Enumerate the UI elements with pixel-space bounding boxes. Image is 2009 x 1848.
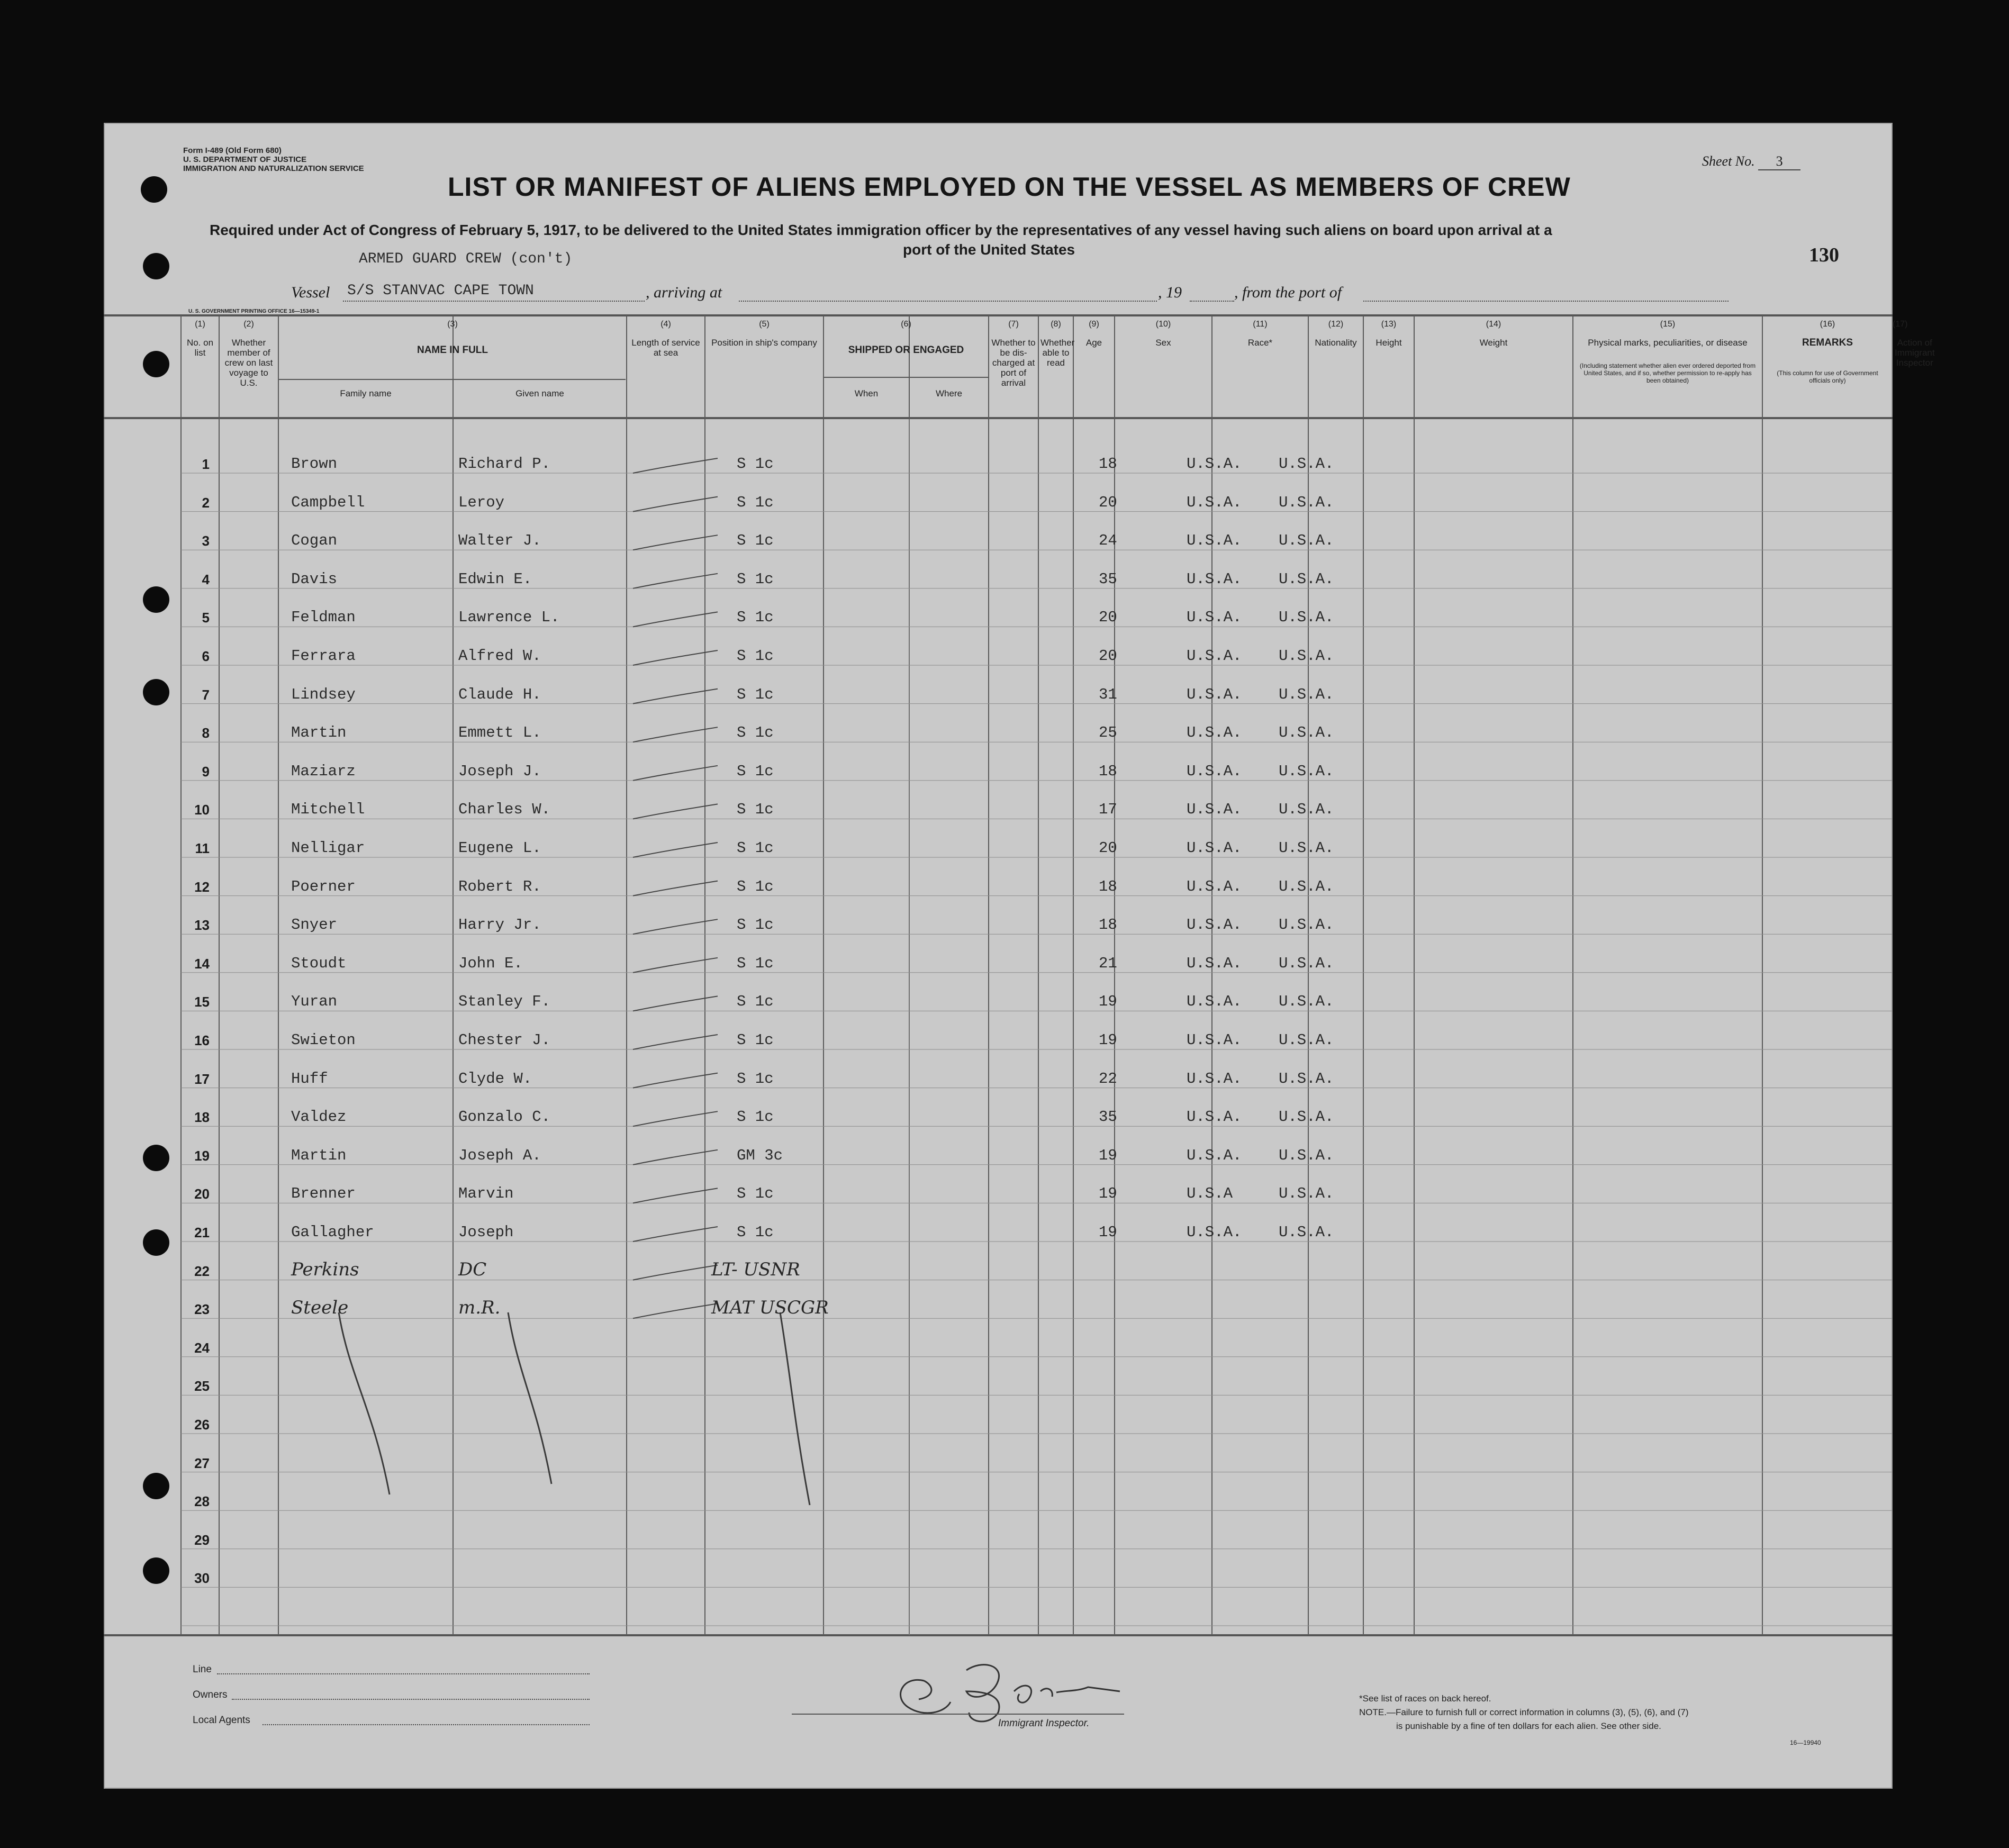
age: 19 — [1099, 993, 1117, 1011]
inspector-label: Immigrant Inspector. — [998, 1718, 1090, 1729]
column-label: Whether to be dis-charged at port of arrival — [991, 338, 1036, 388]
races-note: *See list of races on back hereof. — [1359, 1693, 1491, 1704]
column-label: Length of service at sea — [631, 338, 700, 358]
position: S 1c — [737, 609, 774, 627]
position: S 1c — [737, 1108, 774, 1126]
given-name: Marvin — [458, 1185, 514, 1203]
column-number: (8) — [1051, 320, 1061, 329]
line-label: Line — [193, 1664, 212, 1675]
printing-office: U. S. GOVERNMENT PRINTING OFFICE 16—15349-1 — [188, 309, 320, 314]
age: 25 — [1099, 724, 1117, 742]
row-number: 30 — [194, 1570, 210, 1587]
binder-hole — [143, 1557, 169, 1584]
position: S 1c — [737, 532, 774, 550]
position: MAT USCGR — [711, 1297, 829, 1319]
column-label: SHIPPED OR ENGAGED — [848, 345, 964, 356]
position: S 1c — [737, 1070, 774, 1088]
column-number: (13) — [1381, 320, 1397, 329]
row-number: 21 — [194, 1225, 210, 1240]
given-name: Chester J. — [458, 1031, 551, 1049]
binder-hole — [143, 1473, 169, 1499]
binder-hole — [143, 679, 169, 705]
nationality: U.S.A. — [1279, 877, 1334, 895]
family-name: Valdez — [291, 1108, 347, 1126]
position: GM 3c — [737, 1146, 783, 1164]
nationality: U.S.A. — [1279, 801, 1334, 819]
row-number: 18 — [194, 1109, 210, 1126]
department: U. S. DEPARTMENT OF JUSTICE — [183, 155, 307, 164]
row-number: 14 — [194, 955, 210, 972]
row-number: 11 — [195, 840, 210, 856]
agents-underline — [263, 1724, 590, 1725]
family-name: Mitchell — [291, 801, 365, 819]
form-id: Form I-489 (Old Form 680) — [183, 146, 282, 155]
column-label: Action of Immigrant Inspector — [1895, 338, 1935, 368]
column-label: Whether member of crew on last voyage to U.S. — [224, 338, 273, 388]
nationality: U.S.A. — [1279, 685, 1334, 703]
row-number: 22 — [194, 1263, 210, 1279]
family-name: Huff — [291, 1070, 328, 1088]
position: S 1c — [737, 801, 774, 819]
given-name: Joseph A. — [458, 1146, 541, 1164]
column-note: (Including statement whether alien ever ordered deported from United States, and if so, whether permission to re-apply has been obtained) — [1579, 362, 1756, 384]
race: U.S.A. — [1187, 1224, 1242, 1241]
race: U.S.A. — [1187, 609, 1242, 627]
column-label: Position in ship's company — [711, 338, 817, 348]
column-number: (11) — [1253, 320, 1268, 329]
position: S 1c — [737, 1224, 774, 1241]
subtitle-line1: Required under Act of Congress of February 5, 1917, to be delivered to the United States immigration officer by the representatives of any vessel having such aliens on board upon arrival at a — [210, 222, 1552, 238]
row-number: 19 — [194, 1147, 210, 1164]
family-name: Steele — [291, 1297, 349, 1319]
nationality: U.S.A. — [1279, 532, 1334, 550]
given-name: DC — [458, 1258, 487, 1280]
column-label: REMARKS — [1802, 337, 1853, 348]
race: U.S.A. — [1187, 570, 1242, 588]
column-number: (2) — [243, 320, 254, 329]
nationality: U.S.A. — [1279, 1070, 1334, 1088]
row-number: 9 — [202, 763, 210, 780]
note-line2: is punishable by a fine of ten dollars for each alien. See other side. — [1396, 1721, 1661, 1731]
page-number: 130 — [1809, 244, 1839, 266]
given-name: Stanley F. — [458, 993, 551, 1011]
nationality: U.S.A. — [1279, 839, 1334, 857]
year-label: , 19 — [1158, 284, 1182, 301]
owners-label: Owners — [193, 1689, 228, 1700]
race: U.S.A. — [1187, 647, 1242, 665]
family-name: Ferrara — [291, 647, 356, 665]
age: 21 — [1099, 954, 1117, 972]
binder-hole — [141, 176, 167, 203]
form-code: 16—19940 — [1790, 1739, 1821, 1746]
position: S 1c — [737, 647, 774, 665]
column-label: Weight — [1479, 338, 1508, 348]
ditto-stroke — [780, 1312, 810, 1505]
nationality: U.S.A. — [1279, 993, 1334, 1011]
family-name: Snyer — [291, 916, 338, 934]
column-label: Sex — [1155, 338, 1171, 348]
inspector-signature-line — [792, 1714, 1124, 1715]
nationality: U.S.A. — [1279, 609, 1334, 627]
nationality: U.S.A. — [1279, 1146, 1334, 1164]
family-name: Yuran — [291, 993, 338, 1011]
nationality: U.S.A. — [1279, 762, 1334, 780]
column-number: (7) — [1008, 320, 1019, 329]
column-number: (10) — [1155, 320, 1171, 329]
row-number: 8 — [202, 725, 210, 741]
family-name: Brown — [291, 455, 338, 473]
row-number: 10 — [194, 802, 210, 818]
arriving-label: , arriving at — [646, 284, 722, 301]
position: S 1c — [737, 1031, 774, 1049]
vessel-name: S/S STANVAC CAPE TOWN — [347, 283, 534, 299]
family-name: Davis — [291, 570, 338, 588]
family-name: Brenner — [291, 1185, 356, 1203]
row-number: 17 — [194, 1071, 210, 1087]
crew-note: ARMED GUARD CREW (con't) — [359, 251, 573, 267]
row-number: 16 — [194, 1032, 210, 1048]
position: S 1c — [737, 1185, 774, 1203]
from-port-label: , from the port of — [1234, 284, 1342, 301]
row-number: 23 — [194, 1301, 210, 1318]
family-name: Martin — [291, 1146, 347, 1164]
nationality: U.S.A. — [1279, 724, 1334, 742]
given-name: Robert R. — [458, 877, 541, 895]
age: 35 — [1099, 1108, 1117, 1126]
family-name: Poerner — [291, 877, 356, 895]
age: 18 — [1099, 762, 1117, 780]
nationality: U.S.A. — [1279, 493, 1334, 511]
race: U.S.A. — [1187, 1031, 1242, 1049]
page-title: LIST OR MANIFEST OF ALIENS EMPLOYED ON THE VESSEL AS MEMBERS OF CREW — [448, 172, 1571, 202]
binder-hole — [143, 1229, 169, 1256]
column-number: (5) — [759, 320, 770, 329]
nationality: U.S.A. — [1279, 1031, 1334, 1049]
column-label: Whether able to read — [1040, 338, 1075, 368]
position: S 1c — [737, 762, 774, 780]
given-name: Gonzalo C. — [458, 1108, 551, 1126]
service: IMMIGRATION AND NATURALIZATION SERVICE — [183, 164, 364, 173]
column-label: Race* — [1247, 338, 1273, 348]
column-number: (4) — [660, 320, 671, 329]
position: S 1c — [737, 455, 774, 473]
row-number: 6 — [202, 648, 210, 664]
row-number: 7 — [202, 686, 210, 703]
family-name: Maziarz — [291, 762, 356, 780]
column-subheader: Family name — [340, 388, 392, 398]
age: 19 — [1099, 1185, 1117, 1203]
row-number: 5 — [202, 610, 210, 626]
family-name: Martin — [291, 724, 347, 742]
position: S 1c — [737, 685, 774, 703]
column-number: (16) — [1820, 320, 1835, 329]
row-number: 20 — [194, 1186, 210, 1202]
family-name: Lindsey — [291, 685, 356, 703]
age: 18 — [1099, 877, 1117, 895]
age: 18 — [1099, 455, 1117, 473]
given-name: Edwin E. — [458, 570, 532, 588]
row-number: 3 — [202, 533, 210, 549]
age: 20 — [1099, 493, 1117, 511]
age: 19 — [1099, 1146, 1117, 1164]
sheet-label: Sheet No. — [1702, 153, 1755, 169]
family-name: Stoudt — [291, 954, 347, 972]
race: U.S.A. — [1187, 839, 1242, 857]
column-number: (9) — [1089, 320, 1099, 329]
manifest-sheet — [104, 123, 1935, 1789]
binder-hole — [143, 1145, 169, 1171]
row-number: 26 — [194, 1417, 210, 1433]
race: U.S.A. — [1187, 685, 1242, 703]
given-name: Leroy — [458, 493, 505, 511]
race: U.S.A. — [1187, 916, 1242, 934]
position: S 1c — [737, 916, 774, 934]
given-name: m.R. — [458, 1297, 501, 1319]
position: S 1c — [737, 993, 774, 1011]
given-name: Clyde W. — [458, 1070, 532, 1088]
age: 24 — [1099, 532, 1117, 550]
column-note: (This column for use of Government officials only) — [1777, 369, 1878, 384]
age: 19 — [1099, 1224, 1117, 1241]
family-name: Nelligar — [291, 839, 365, 857]
row-number: 27 — [194, 1455, 210, 1471]
race: U.S.A. — [1187, 877, 1242, 895]
given-name: Alfred W. — [458, 647, 541, 665]
column-label: NAME IN FULL — [417, 345, 488, 356]
position: S 1c — [737, 877, 774, 895]
subtitle-line2: port of the United States — [903, 241, 1075, 258]
race: U.S.A. — [1187, 1108, 1242, 1126]
nationality: U.S.A. — [1279, 570, 1334, 588]
column-number: (1) — [195, 320, 205, 329]
column-number: (15) — [1660, 320, 1676, 329]
age: 22 — [1099, 1070, 1117, 1088]
row-number: 24 — [194, 1339, 210, 1356]
note-line1: NOTE.—Failure to furnish full or correct information in columns (3), (5), (6), and (7) — [1359, 1707, 1689, 1717]
race: U.S.A. — [1187, 455, 1242, 473]
binder-hole — [143, 586, 169, 613]
column-number: (3) — [447, 320, 458, 329]
row-number: 15 — [194, 994, 210, 1010]
race: U.S.A. — [1187, 532, 1242, 550]
column-number: (6) — [901, 320, 911, 329]
nationality: U.S.A. — [1279, 1108, 1334, 1126]
family-name: Campbell — [291, 493, 365, 511]
given-name: Charles W. — [458, 801, 551, 819]
position: S 1c — [737, 839, 774, 857]
row-number: 2 — [202, 494, 210, 511]
ditto-stroke — [508, 1312, 551, 1484]
family-name: Perkins — [291, 1258, 359, 1280]
column-label: Physical marks, peculiarities, or disease — [1588, 338, 1748, 348]
row-number: 28 — [194, 1493, 210, 1510]
line-underline — [217, 1673, 590, 1674]
column-subheader: Where — [935, 388, 963, 398]
ditto-stroke — [339, 1312, 390, 1494]
given-name: Richard P. — [458, 455, 551, 473]
owners-underline — [232, 1699, 590, 1700]
sheet-number: 3 — [1758, 153, 1800, 170]
given-name: John E. — [458, 954, 523, 972]
race: U.S.A. — [1187, 993, 1242, 1011]
position: S 1c — [737, 570, 774, 588]
age: 20 — [1099, 647, 1117, 665]
column-label: No. on list — [186, 338, 214, 358]
race: U.S.A. — [1187, 724, 1242, 742]
column-label: Nationality — [1315, 338, 1357, 348]
position: S 1c — [737, 493, 774, 511]
nationality: U.S.A. — [1279, 1224, 1334, 1241]
nationality: U.S.A. — [1279, 954, 1334, 972]
given-name: Joseph J. — [458, 762, 541, 780]
given-name: Lawrence L. — [458, 609, 560, 627]
age: 35 — [1099, 570, 1117, 588]
vessel-label: Vessel — [291, 284, 330, 301]
family-name: Gallagher — [291, 1224, 374, 1241]
column-number: (12) — [1328, 320, 1344, 329]
row-number: 25 — [194, 1378, 210, 1394]
race: U.S.A. — [1187, 801, 1242, 819]
family-name: Feldman — [291, 609, 356, 627]
column-number: (14) — [1486, 320, 1501, 329]
nationality: U.S.A. — [1279, 916, 1334, 934]
age: 20 — [1099, 839, 1117, 857]
nationality: U.S.A. — [1279, 647, 1334, 665]
local-agents-label: Local Agents — [193, 1715, 250, 1726]
race: U.S.A. — [1187, 762, 1242, 780]
race: U.S.A. — [1187, 954, 1242, 972]
row-number: 13 — [194, 917, 210, 934]
nationality: U.S.A. — [1279, 1185, 1334, 1203]
row-number: 12 — [194, 878, 210, 895]
binder-hole — [143, 253, 169, 279]
age: 20 — [1099, 609, 1117, 627]
family-name: Cogan — [291, 532, 338, 550]
age: 17 — [1099, 801, 1117, 819]
column-subheader: Given name — [515, 388, 564, 398]
binder-hole — [143, 351, 169, 377]
race: U.S.A. — [1187, 493, 1242, 511]
given-name: Joseph — [458, 1224, 514, 1241]
nationality: U.S.A. — [1279, 455, 1334, 473]
row-number: 4 — [202, 571, 210, 587]
given-name: Emmett L. — [458, 724, 541, 742]
age: 19 — [1099, 1031, 1117, 1049]
race: U.S.A. — [1187, 1146, 1242, 1164]
age: 31 — [1099, 685, 1117, 703]
given-name: Harry Jr. — [458, 916, 541, 934]
position: S 1c — [737, 954, 774, 972]
family-name: Swieton — [291, 1031, 356, 1049]
column-label: Height — [1375, 338, 1402, 348]
given-name: Walter J. — [458, 532, 541, 550]
column-label: Age — [1085, 338, 1102, 348]
race: U.S.A. — [1187, 1070, 1242, 1088]
age: 18 — [1099, 916, 1117, 934]
row-number: 1 — [202, 456, 210, 472]
position: S 1c — [737, 724, 774, 742]
position: LT- USNR — [711, 1258, 800, 1280]
given-name: Eugene L. — [458, 839, 541, 857]
column-subheader: When — [854, 388, 879, 398]
row-number: 29 — [194, 1532, 210, 1548]
given-name: Claude H. — [458, 685, 541, 703]
race: U.S.A — [1187, 1185, 1233, 1203]
column-number: (17) — [1893, 320, 1908, 329]
